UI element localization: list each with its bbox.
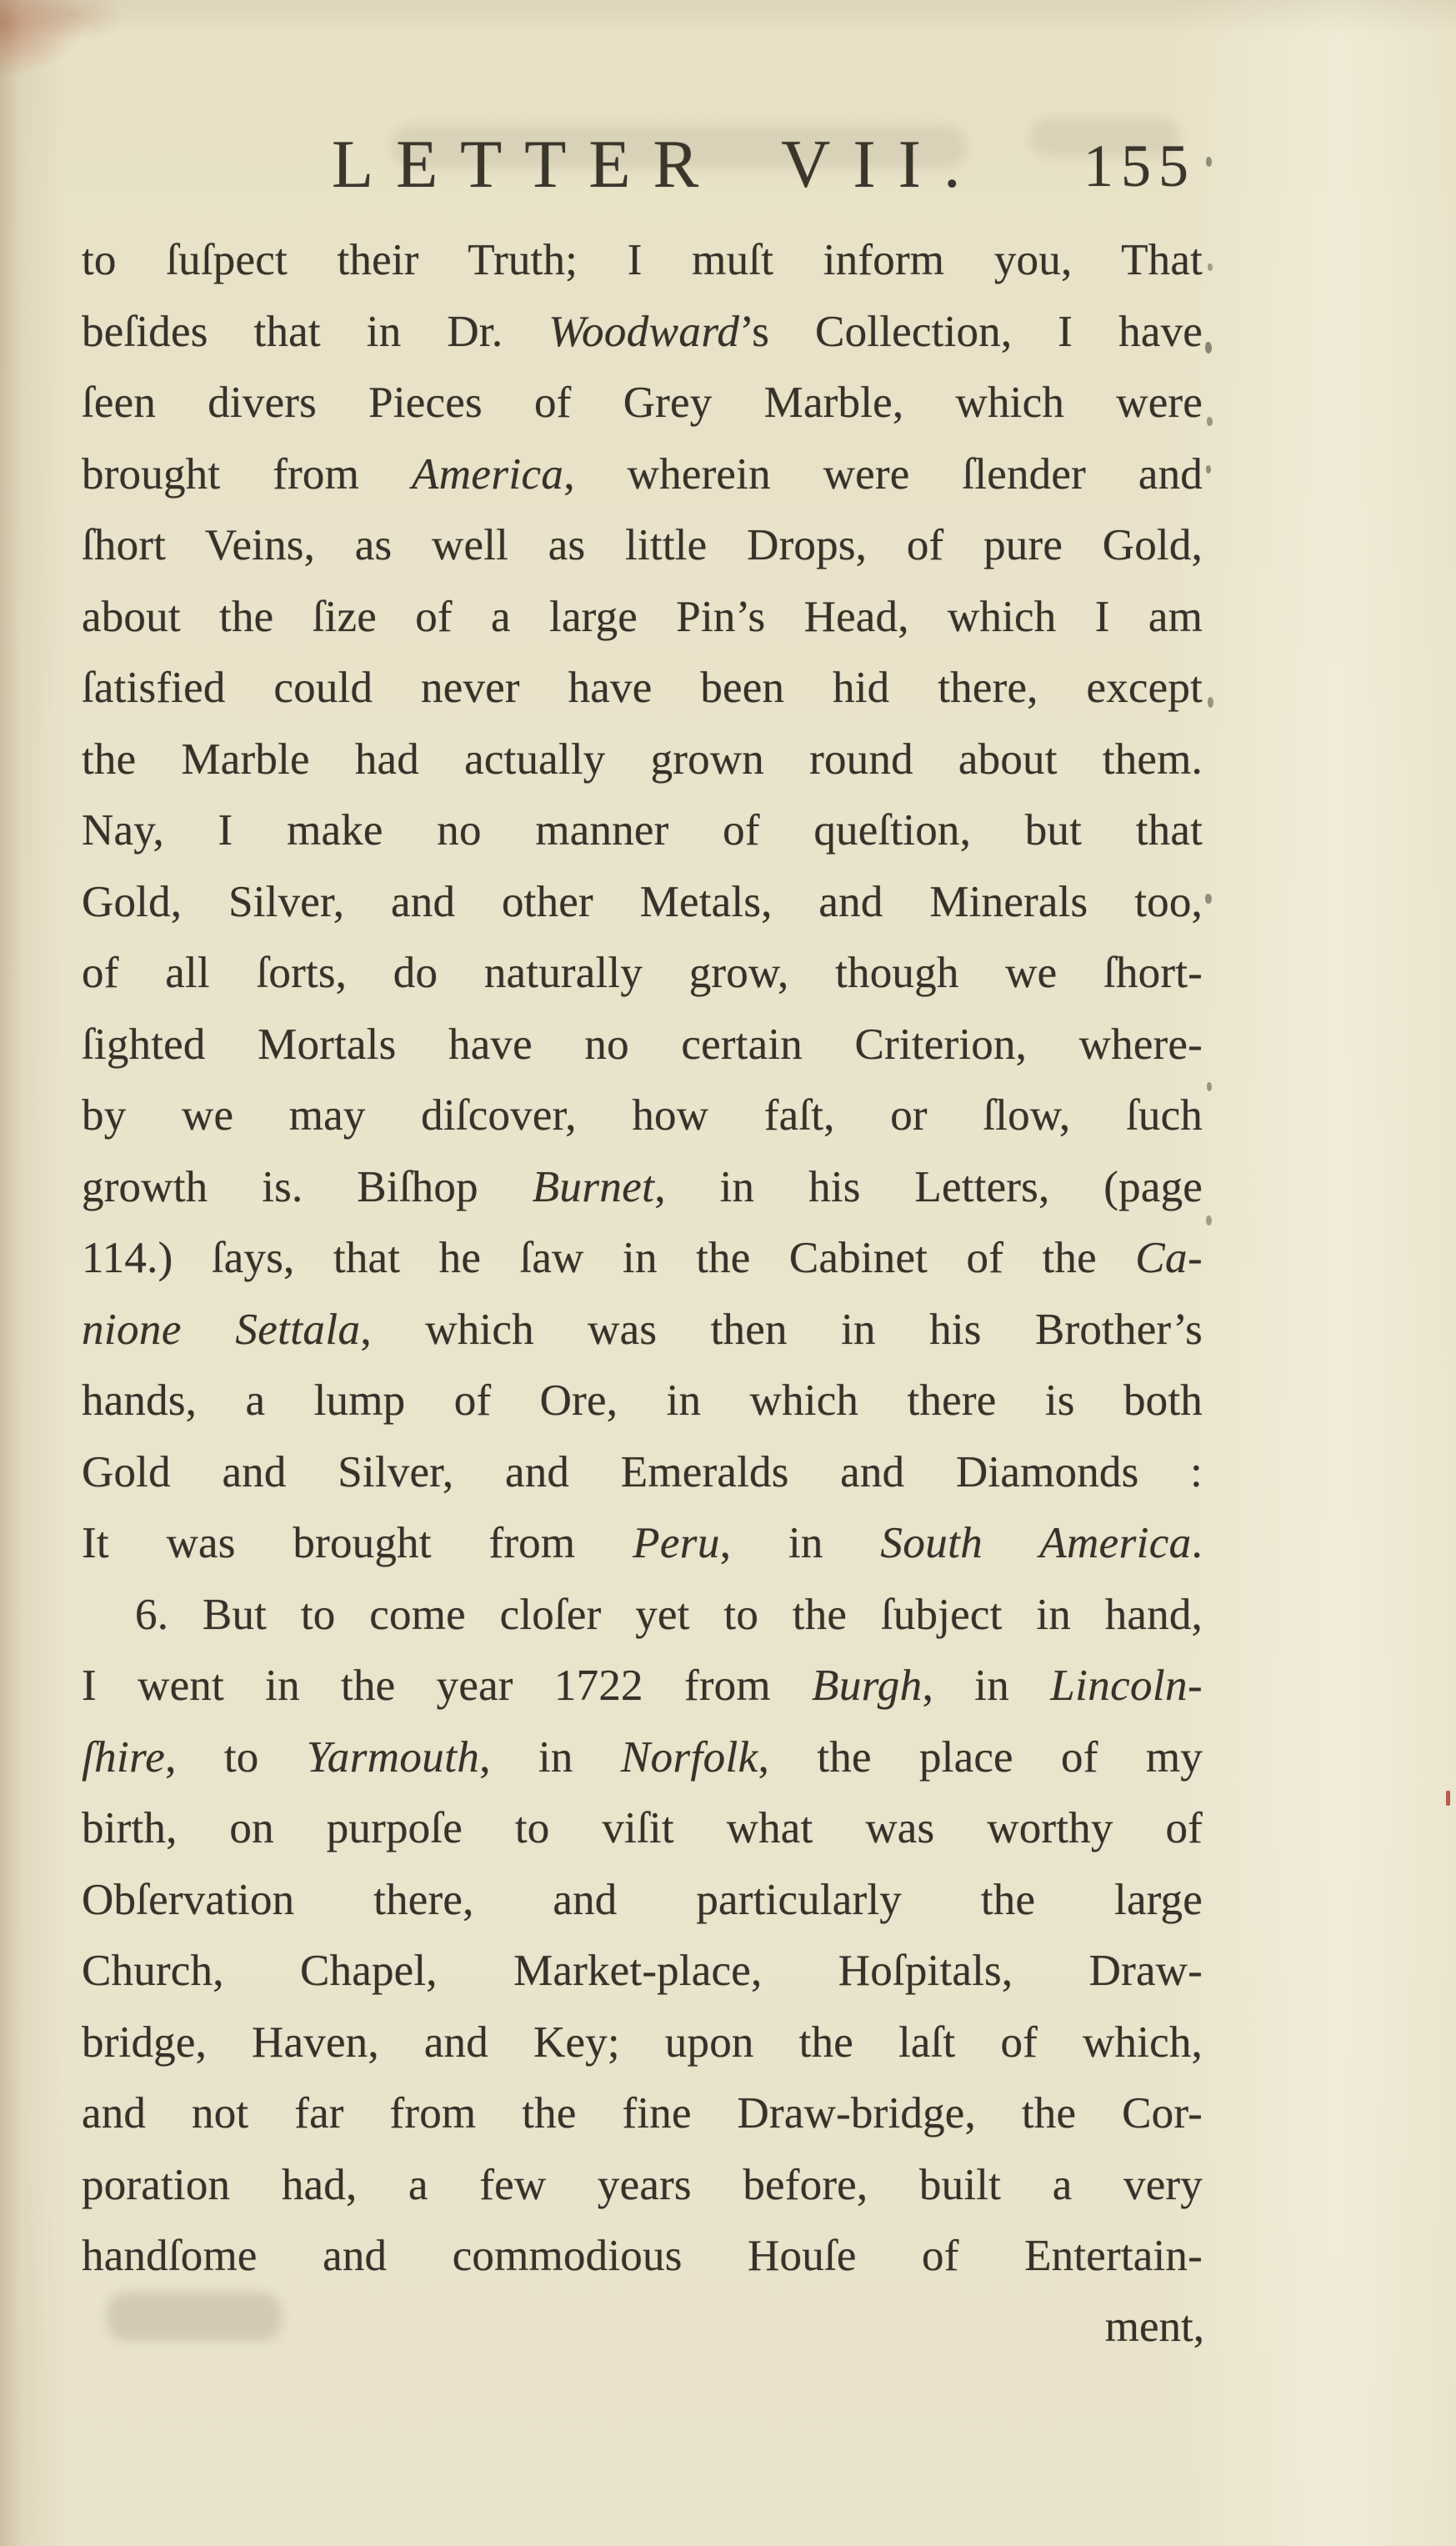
- scan-speck: [1207, 1082, 1212, 1091]
- text-line: [82, 1010, 1203, 1081]
- text-segment: South America: [880, 1519, 1192, 1567]
- text-line: [82, 653, 1203, 724]
- text-segment: , in: [479, 1732, 621, 1782]
- text-line: [82, 867, 1203, 939]
- text-segment: Yarmouth: [306, 1732, 480, 1782]
- text-segment: handſome and commodious Houſe of Entertain-: [82, 2232, 1203, 2280]
- text-segment: ſeen divers Pieces of Grey Marble, which were: [82, 378, 1203, 427]
- page-body: [82, 225, 1203, 2293]
- text-line: [82, 1865, 1203, 1937]
- text-segment: Woodward: [548, 307, 740, 356]
- text-segment: Obſervation there, and particularly the large: [82, 1875, 1203, 1924]
- text-segment: Lincoln-: [1050, 1661, 1203, 1710]
- text-segment: hands, a lump of Ore, in which there is both: [82, 1376, 1203, 1425]
- text-segment: Ca-: [1135, 1234, 1203, 1282]
- text-segment: growth is. Biſhop: [82, 1162, 533, 1211]
- text-line: [82, 1580, 1203, 1651]
- text-line: [82, 1793, 1203, 1865]
- text-line: [82, 2007, 1203, 2079]
- page-number: 155: [1083, 133, 1196, 199]
- running-title: LETTER VII.: [332, 126, 983, 202]
- red-edge-mark: [1446, 1791, 1450, 1806]
- catchword: ment,: [1104, 2303, 1204, 2351]
- text-segment: , the place of my: [758, 1732, 1203, 1782]
- text-segment: of all ſorts, do naturally grow, though we ſhort-: [82, 949, 1203, 997]
- text-segment: , in: [719, 1519, 881, 1567]
- text-line: [82, 724, 1203, 796]
- text-segment: Burnet: [532, 1162, 655, 1211]
- text-segment: , in his Letters, (page: [654, 1162, 1203, 1211]
- text-segment: to ſuſpect their Truth; I muſt inform you, That: [82, 236, 1203, 284]
- text-segment: Nay, I make no manner of queſtion, but that: [82, 806, 1203, 855]
- text-segment: Peru: [633, 1519, 720, 1567]
- text-segment: , to: [165, 1732, 307, 1782]
- text-line: [82, 1936, 1203, 2007]
- text-segment: ſhire: [82, 1732, 166, 1782]
- text-segment: ſighted Mortals have no certain Criterion, where-: [82, 1020, 1203, 1069]
- text-line: [82, 795, 1203, 867]
- text-line: [82, 582, 1203, 654]
- text-line: [82, 439, 1203, 511]
- text-line: [82, 2150, 1203, 2222]
- text-segment: the Marble had actually grown round about them.: [82, 734, 1203, 784]
- text-segment: America: [411, 449, 564, 499]
- text-line: [82, 2221, 1203, 2293]
- scan-speck: [1207, 417, 1213, 426]
- text-segment: It was brought from: [82, 1519, 633, 1567]
- text-segment: bridge, Haven, and Key; upon the laſt of which,: [82, 2017, 1203, 2067]
- text-segment: I went in the year 1722 from: [82, 1661, 813, 1710]
- text-line: [82, 1508, 1203, 1580]
- scan-speck: [1208, 263, 1213, 271]
- text-segment: ’s Collection, I have: [739, 307, 1203, 356]
- scan-speck: [1208, 697, 1213, 708]
- text-line: [82, 1295, 1203, 1366]
- text-segment: .: [1191, 1519, 1203, 1567]
- scan-speck: [1206, 465, 1211, 474]
- scan-speck: [1205, 894, 1212, 904]
- text-segment: and not far from the fine Draw-bridge, the Cor-: [82, 2089, 1203, 2138]
- text-line: [82, 297, 1203, 368]
- text-segment: , which was then in his Brother’s: [360, 1305, 1203, 1354]
- text-segment: about the ſize of a large Pin’s Head, which I am: [82, 592, 1203, 641]
- text-line: [82, 1722, 1203, 1794]
- text-segment: , wherein were ſlender and: [563, 449, 1203, 499]
- text-segment: ſatisfied could never have been hid there, except: [82, 664, 1203, 712]
- text-segment: ſhort Veins, as well as little Drops, of pure Gold,: [82, 521, 1203, 569]
- text-segment: nione Settala: [82, 1305, 361, 1354]
- text-segment: 6. But to come cloſer yet to the ſubject in hand,: [135, 1590, 1203, 1639]
- text-line: [82, 1366, 1203, 1437]
- text-segment: brought from: [82, 449, 412, 499]
- text-segment: , in: [922, 1661, 1051, 1710]
- text-line: [82, 510, 1203, 582]
- text-line: [82, 2078, 1203, 2150]
- text-line: [82, 938, 1203, 1010]
- text-segment: birth, on purpoſe to viſit what was worthy of: [82, 1804, 1203, 1852]
- text-segment: 114.) ſays, that he ſaw in the Cabinet of the: [82, 1234, 1136, 1282]
- text-line: [82, 225, 1203, 297]
- text-segment: by we may diſcover, how faſt, or ſlow, ſuch: [82, 1091, 1203, 1140]
- scan-speck: [1206, 1215, 1212, 1225]
- text-line: [82, 1080, 1203, 1152]
- text-line: [82, 1152, 1203, 1224]
- text-line: [82, 368, 1203, 439]
- text-segment: beſides that in Dr.: [82, 307, 549, 356]
- showthrough-smudge: [107, 2293, 282, 2341]
- text-line: [82, 1223, 1203, 1295]
- scan-speck: [1206, 157, 1212, 167]
- text-line: [82, 1651, 1203, 1722]
- text-segment: Gold, Silver, and other Metals, and Minerals too,: [82, 877, 1203, 926]
- scan-speck: [1205, 342, 1212, 353]
- text-line: [82, 1437, 1203, 1509]
- text-segment: Church, Chapel, Market-place, Hoſpitals, Draw-: [82, 1947, 1203, 1995]
- text-segment: Burgh: [812, 1661, 923, 1710]
- text-segment: Gold and Silver, and Emeralds and Diamonds :: [82, 1447, 1203, 1496]
- text-segment: poration had, a few years before, built a very: [82, 2160, 1203, 2209]
- text-segment: Norfolk: [620, 1732, 758, 1782]
